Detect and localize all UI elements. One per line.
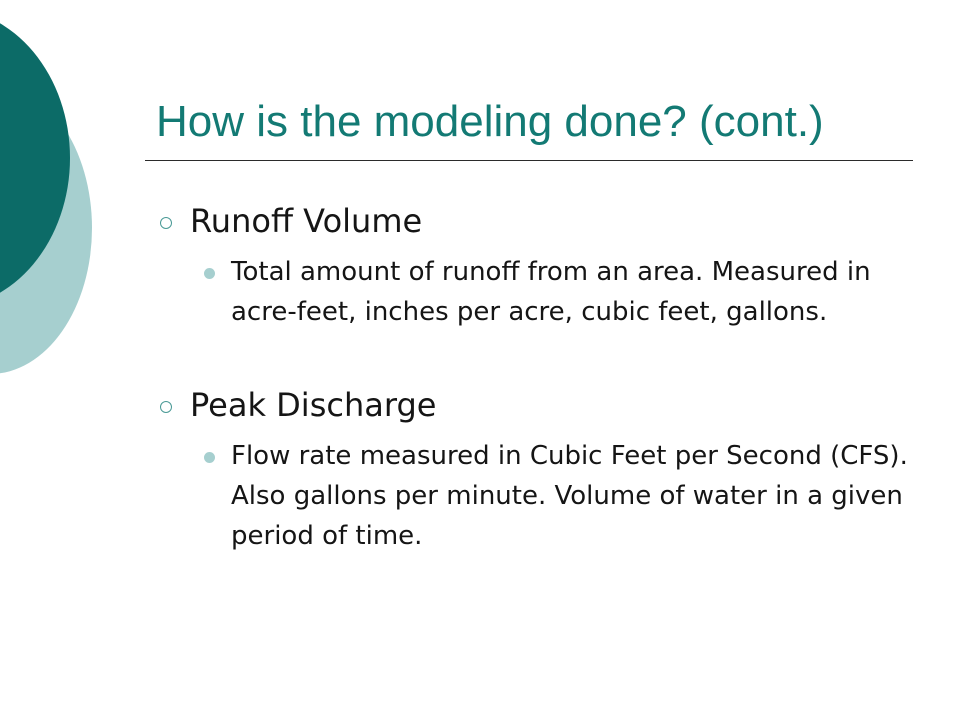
filled-dot-icon: [204, 268, 215, 279]
bullet-text-runoff-volume: Total amount of runoff from an area. Measured in acre-feet, inches per acre, cubic feet, gallons.: [231, 257, 871, 327]
hollow-circle-icon: [160, 401, 172, 413]
bullet-text-peak-discharge: Flow rate measured in Cubic Feet per Second (CFS). Also gallons per minute. Volume of water in a given period of time.: [231, 441, 908, 551]
hollow-circle-icon: [160, 217, 172, 229]
bullet-heading-peak-discharge: Peak Discharge: [190, 386, 437, 424]
title-divider: [145, 160, 913, 161]
filled-dot-icon: [204, 452, 215, 463]
slide-title: How is the modeling done? (cont.): [156, 97, 824, 146]
bullet-heading-runoff-volume: Runoff Volume: [190, 202, 423, 240]
